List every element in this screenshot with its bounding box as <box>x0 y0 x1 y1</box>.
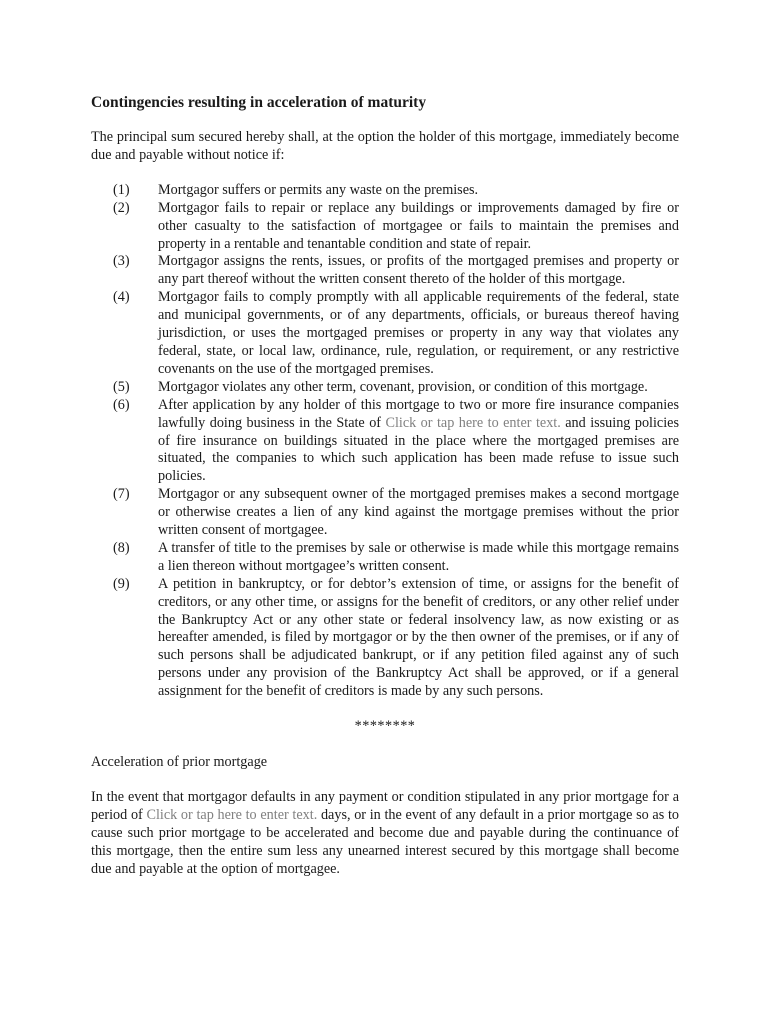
list-item-number: (9) <box>113 575 130 592</box>
list-item-number: (1) <box>113 181 130 198</box>
prior-mortgage-paragraph <box>91 789 679 879</box>
paragraph-text-before: In the event that mortgagor defaults in any payment or condition stipulated in any prior mortgage for a period of <box>91 788 679 823</box>
paragraph-text-after: days, or in the event of any default in a prior mortgage so as to cause such prior mortgage to be accelerated and become due and payable during the continuance of this mortgage, then the entire sum less any unearned interest secured by this mortgage shall become due and payable at the option of mortgagee. <box>91 806 679 877</box>
document-page <box>91 93 679 878</box>
section-heading-acceleration-of-maturity: Contingencies resulting in acceleration of maturity <box>91 94 427 111</box>
section-heading-acceleration-of-prior-mortgage: Acceleration of prior mortgage <box>91 754 268 770</box>
list-item-text: Mortgagor violates any other term, covenant, provision, or condition of this mortgage. <box>158 378 648 395</box>
list-item-text-after: and issuing policies of fire insurance on buildings situated in the place where the mortgaged premises are situated, the companies to which such application has been made refuse to issue such policies. <box>158 414 679 485</box>
list-item <box>91 397 679 487</box>
list-item-text <box>158 397 679 487</box>
list-item-text: Mortgagor or any subsequent owner of the mortgaged premises makes a second mortgage or otherwise creates a lien of any kind against the mortgage premises without the prior written consent of mortgagee. <box>158 486 679 539</box>
list-item-text: Mortgagor fails to comply promptly with all applicable requirements of the federal, state and municipal governments, or of any departments, officials, or bureaus thereof having jurisdiction, or uses the mortgaged premises or property in any way that violates any federal, state, or local law, ordinance, rule, regulation, or requirement, or any restrictive covenants on the use of the mortgaged premises. <box>158 289 679 377</box>
list-item <box>91 253 679 289</box>
list-item <box>91 486 679 540</box>
list-item <box>91 540 679 576</box>
list-item-text: A petition in bankruptcy, or for debtor’s extension of time, or assigns for the benefit of creditors, or any other time, or assigns for the benefit of creditors, or any other relief under the Bankruptcy Act or any other state or federal insolvency law, as now existing or as hereafter amended, is filed by mortgagor or by the then owner of the premises, or if any of such persons shall be adjudicated bankrupt, or if any petition filed against any of such persons under any provision of the Bankruptcy Act shall be approved, or if a general assignment for the benefit of creditors is made by any such persons. <box>158 575 679 700</box>
list-item <box>91 182 679 200</box>
section-separator: ******** <box>354 718 416 735</box>
contingencies-list <box>91 182 679 701</box>
list-item <box>91 289 679 379</box>
list-item-text: A transfer of title to the premises by sale or otherwise is made while this mortgage remains a lien thereon without mortgagee’s written consent. <box>158 539 679 574</box>
list-item-number: (7) <box>113 486 130 503</box>
days-placeholder-field[interactable]: Click or tap here to enter text. <box>146 806 318 823</box>
list-item <box>91 200 679 254</box>
intro-paragraph: The principal sum secured hereby shall, at the option the holder of this mortgage, immediately become due and payable without notice if: <box>91 129 679 163</box>
list-item-number: (8) <box>113 539 130 556</box>
list-item <box>91 379 679 397</box>
state-placeholder-field[interactable]: Click or tap here to enter text. <box>385 414 561 431</box>
list-item-number: (3) <box>113 253 130 270</box>
list-item <box>91 576 679 701</box>
list-item-number: (6) <box>113 396 130 413</box>
list-item-number: (2) <box>113 199 130 216</box>
list-item-number: (4) <box>113 289 130 306</box>
list-item-number: (5) <box>113 378 130 395</box>
list-item-text: Mortgagor suffers or permits any waste on the premises. <box>158 181 479 198</box>
list-item-text-before: After application by any holder of this mortgage to two or more fire insurance companies lawfully doing business in the State of <box>158 396 679 431</box>
list-item-text: Mortgagor fails to repair or replace any buildings or improvements damaged by fire or other casualty to the satisfaction of mortgagee or fails to maintain the premises and property in a rentable and tenantable condition and state of repair. <box>158 199 679 252</box>
list-item-text: Mortgagor assigns the rents, issues, or profits of the mortgaged premises and property or any part thereof without the written consent thereto of the holder of this mortgage. <box>158 253 679 288</box>
